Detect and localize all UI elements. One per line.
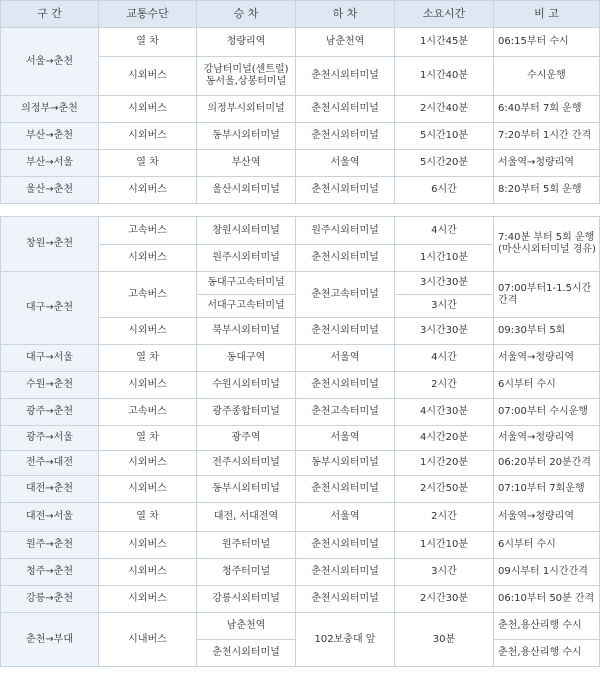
route-cell: 청주→춘천 bbox=[1, 559, 99, 586]
mode-cell: 열 차 bbox=[99, 150, 197, 177]
duration-cell: 1시간10분 bbox=[395, 532, 494, 559]
route-cell: 울산→춘천 bbox=[1, 177, 99, 204]
boarding-cell: 동부시외터미널 bbox=[197, 476, 296, 503]
mode-cell: 시외버스 bbox=[99, 177, 197, 204]
boarding-cell: 광주역 bbox=[197, 426, 296, 451]
table-row bbox=[1, 586, 600, 613]
boarding-cell: 남춘천역 bbox=[197, 613, 296, 640]
duration-cell: 2시간40분 bbox=[395, 96, 494, 123]
route-cell: 광주→춘천 bbox=[1, 399, 99, 426]
duration-cell: 5시간10분 bbox=[395, 123, 494, 150]
table-row bbox=[1, 177, 600, 204]
boarding-cell: 울산시외터미널 bbox=[197, 177, 296, 204]
header-alighting: 하 차 bbox=[296, 1, 395, 28]
remarks-cell: 서울역→청량리역 bbox=[494, 503, 600, 532]
table-row bbox=[1, 451, 600, 476]
header-row bbox=[1, 1, 600, 28]
header-mode: 교통수단 bbox=[99, 1, 197, 28]
alighting-cell: 동부시외터미널 bbox=[296, 451, 395, 476]
alighting-cell: 춘천시외터미널 bbox=[296, 123, 395, 150]
mode-cell: 시외버스 bbox=[99, 372, 197, 399]
alighting-cell: 춘천고속터미널 bbox=[296, 272, 395, 318]
alighting-cell: 원주시외터미널 bbox=[296, 217, 395, 245]
route-cell: 대구→서울 bbox=[1, 345, 99, 372]
duration-cell: 2시간50분 bbox=[395, 476, 494, 503]
remarks-cell: 춘천,용산리행 수시 bbox=[494, 640, 600, 667]
alighting-cell: 춘천시외터미널 bbox=[296, 177, 395, 204]
duration-cell: 1시간20분 bbox=[395, 451, 494, 476]
mode-cell: 열 차 bbox=[99, 28, 197, 57]
mode-cell: 시외버스 bbox=[99, 451, 197, 476]
route-cell: 전주→대전 bbox=[1, 451, 99, 476]
alighting-cell: 서울역 bbox=[296, 426, 395, 451]
mode-cell: 시외버스 bbox=[99, 318, 197, 345]
table-row bbox=[1, 372, 600, 399]
boarding-cell: 청량리역 bbox=[197, 28, 296, 57]
table-row bbox=[1, 426, 600, 451]
duration-cell: 4시간20분 bbox=[395, 426, 494, 451]
remarks-cell: 7:40분 부터 5회 운행(마산시외터미널 경유) bbox=[494, 217, 600, 272]
boarding-cell: 전주시외터미널 bbox=[197, 451, 296, 476]
duration-cell: 30분 bbox=[395, 613, 494, 667]
duration-cell: 4시간 bbox=[395, 345, 494, 372]
table-row bbox=[1, 532, 600, 559]
mode-cell: 시내버스 bbox=[99, 613, 197, 667]
table-row bbox=[1, 123, 600, 150]
boarding-cell: 창원시외터미널 bbox=[197, 217, 296, 245]
duration-cell: 4시간30분 bbox=[395, 399, 494, 426]
alighting-cell: 춘천시외터미널 bbox=[296, 96, 395, 123]
route-cell: 대전→춘천 bbox=[1, 476, 99, 503]
remarks-cell: 07:10부터 7회운행 bbox=[494, 476, 600, 503]
boarding-cell: 수원시외터미널 bbox=[197, 372, 296, 399]
boarding-cell: 청주터미널 bbox=[197, 559, 296, 586]
duration-cell: 4시간 bbox=[395, 217, 494, 245]
route-cell: 의정부→춘천 bbox=[1, 96, 99, 123]
table-row bbox=[1, 28, 600, 57]
mode-cell: 시외버스 bbox=[99, 476, 197, 503]
mode-cell: 고속버스 bbox=[99, 272, 197, 318]
alighting-cell: 춘천시외터미널 bbox=[296, 245, 395, 272]
remarks-cell: 수시운행 bbox=[494, 57, 600, 96]
duration-cell: 3시간30분 bbox=[395, 318, 494, 345]
boarding-cell: 서대구고속터미널 bbox=[197, 295, 296, 318]
boarding-cell: 북부시외터미널 bbox=[197, 318, 296, 345]
table-row bbox=[1, 217, 600, 245]
route-cell: 광주→서울 bbox=[1, 426, 99, 451]
mode-cell: 시외버스 bbox=[99, 96, 197, 123]
route-cell: 창원→춘천 bbox=[1, 217, 99, 272]
alighting-cell: 춘천시외터미널 bbox=[296, 559, 395, 586]
boarding-cell: 원주시외터미널 bbox=[197, 245, 296, 272]
remarks-cell: 서울역→청량리역 bbox=[494, 426, 600, 451]
alighting-cell: 춘천고속터미널 bbox=[296, 399, 395, 426]
boarding-cell: 의정부시외터미널 bbox=[197, 96, 296, 123]
duration-cell: 3시간 bbox=[395, 295, 494, 318]
remarks-cell: 09시부터 1시간간격 bbox=[494, 559, 600, 586]
alighting-cell: 춘천시외터미널 bbox=[296, 586, 395, 613]
boarding-cell: 원주터미널 bbox=[197, 532, 296, 559]
header-boarding: 승 차 bbox=[197, 1, 296, 28]
route-cell: 대전→서울 bbox=[1, 503, 99, 532]
boarding-cell: 강남터미널(센트럴) 동서울,상봉터미널 bbox=[197, 57, 296, 96]
duration-cell: 3시간30분 bbox=[395, 272, 494, 295]
mode-cell: 시외버스 bbox=[99, 57, 197, 96]
remarks-cell: 06:20부터 20분간격 bbox=[494, 451, 600, 476]
header-duration: 소요시간 bbox=[395, 1, 494, 28]
mode-cell: 열 차 bbox=[99, 345, 197, 372]
route-cell: 수원→춘천 bbox=[1, 372, 99, 399]
header-remarks: 비 고 bbox=[494, 1, 600, 28]
duration-cell: 3시간 bbox=[395, 559, 494, 586]
mode-cell: 시외버스 bbox=[99, 559, 197, 586]
remarks-cell: 6시부터 수시 bbox=[494, 532, 600, 559]
separator-cell bbox=[1, 204, 600, 217]
alighting-cell: 남춘천역 bbox=[296, 28, 395, 57]
duration-cell: 2시간 bbox=[395, 503, 494, 532]
remarks-cell: 07:00부터 수시운행 bbox=[494, 399, 600, 426]
table-row bbox=[1, 559, 600, 586]
mode-cell: 시외버스 bbox=[99, 586, 197, 613]
boarding-cell: 대전, 서대전역 bbox=[197, 503, 296, 532]
duration-cell: 2시간30분 bbox=[395, 586, 494, 613]
table-row bbox=[1, 399, 600, 426]
duration-cell: 1시간10분 bbox=[395, 245, 494, 272]
table-row bbox=[1, 272, 600, 295]
alighting-cell: 서울역 bbox=[296, 503, 395, 532]
alighting-cell: 서울역 bbox=[296, 150, 395, 177]
remarks-cell: 07:00부터1-1.5시간 간격 bbox=[494, 272, 600, 318]
header-section: 구 간 bbox=[1, 1, 99, 28]
mode-cell: 고속버스 bbox=[99, 399, 197, 426]
remarks-cell: 춘천,용산리행 수시 bbox=[494, 613, 600, 640]
alighting-cell: 102보충대 앞 bbox=[296, 613, 395, 667]
mode-cell: 고속버스 bbox=[99, 217, 197, 245]
table-row bbox=[1, 150, 600, 177]
alighting-cell: 춘천시외터미널 bbox=[296, 57, 395, 96]
table-row bbox=[1, 503, 600, 532]
duration-cell: 1시간40분 bbox=[395, 57, 494, 96]
boarding-cell: 춘천시외터미널 bbox=[197, 640, 296, 667]
remarks-cell: 서울역→청량리역 bbox=[494, 150, 600, 177]
alighting-cell: 서울역 bbox=[296, 345, 395, 372]
alighting-cell: 춘천시외터미널 bbox=[296, 318, 395, 345]
boarding-cell: 동대구고속터미널 bbox=[197, 272, 296, 295]
alighting-cell: 춘천시외터미널 bbox=[296, 532, 395, 559]
boarding-cell: 광주종합터미널 bbox=[197, 399, 296, 426]
duration-cell: 5시간20분 bbox=[395, 150, 494, 177]
table-row bbox=[1, 345, 600, 372]
remarks-cell: 8:20부터 5회 운행 bbox=[494, 177, 600, 204]
mode-cell: 시외버스 bbox=[99, 245, 197, 272]
table-row bbox=[1, 476, 600, 503]
boarding-cell: 부산역 bbox=[197, 150, 296, 177]
table-row bbox=[1, 613, 600, 640]
route-cell: 부산→서울 bbox=[1, 150, 99, 177]
boarding-cell: 동부시외터미널 bbox=[197, 123, 296, 150]
remarks-cell: 7:20부터 1시간 간격 bbox=[494, 123, 600, 150]
route-cell: 강릉→춘천 bbox=[1, 586, 99, 613]
route-cell: 춘천→부대 bbox=[1, 613, 99, 667]
mode-cell: 열 차 bbox=[99, 426, 197, 451]
alighting-cell: 춘천시외터미널 bbox=[296, 476, 395, 503]
boarding-cell: 강릉시외터미널 bbox=[197, 586, 296, 613]
route-cell: 서울→춘천 bbox=[1, 28, 99, 96]
mode-cell: 시외버스 bbox=[99, 123, 197, 150]
duration-cell: 1시간45분 bbox=[395, 28, 494, 57]
remarks-cell: 6시부터 수시 bbox=[494, 372, 600, 399]
block-separator bbox=[1, 204, 600, 217]
mode-cell: 열 차 bbox=[99, 503, 197, 532]
remarks-cell: 6:40부터 7회 운행 bbox=[494, 96, 600, 123]
duration-cell: 6시간 bbox=[395, 177, 494, 204]
route-cell: 원주→춘천 bbox=[1, 532, 99, 559]
remarks-cell: 09:30부터 5회 bbox=[494, 318, 600, 345]
remarks-cell: 서울역→청량리역 bbox=[494, 345, 600, 372]
table-row bbox=[1, 96, 600, 123]
mode-cell: 시외버스 bbox=[99, 532, 197, 559]
remarks-cell: 06:15부터 수시 bbox=[494, 28, 600, 57]
duration-cell: 2시간 bbox=[395, 372, 494, 399]
boarding-cell: 동대구역 bbox=[197, 345, 296, 372]
route-cell: 대구→춘천 bbox=[1, 272, 99, 345]
route-cell: 부산→춘천 bbox=[1, 123, 99, 150]
alighting-cell: 춘천시외터미널 bbox=[296, 372, 395, 399]
remarks-cell: 06:10부터 50분 간격 bbox=[494, 586, 600, 613]
